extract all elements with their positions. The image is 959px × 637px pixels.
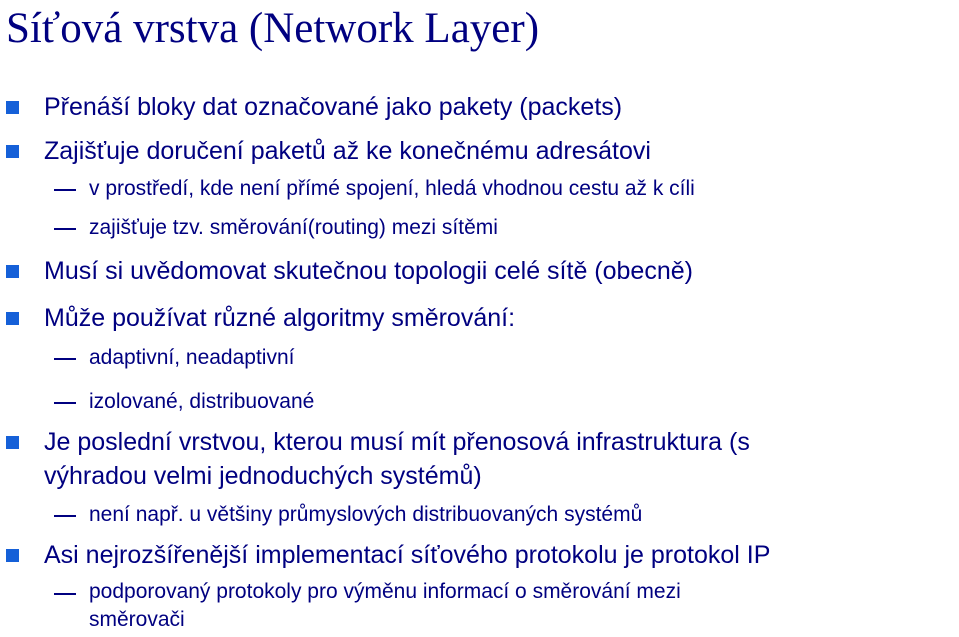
bullet-text: Přenáší bloky dat označované jako pakety (packets) [44,93,623,121]
square-bullet-icon [6,265,19,278]
dash-bullet-icon [54,189,76,191]
sub-bullet-text: není např. u většiny průmyslových distribuovaných systémů [89,503,643,526]
dash-bullet-icon [54,515,76,517]
bullet-text: Asi nejrozšířenější implementací síťového protokolu je protokol IP [44,541,771,569]
bullet-text: Musí si uvědomovat skutečnou topologii celé sítě (obecně) [44,257,693,285]
sub-bullet-text [89,578,681,634]
bullet-text [44,425,750,493]
bullet-text-line: výhradou velmi jednoduchých systémů) [44,462,482,490]
sub-bullet-text: zajišťuje tzv. směrování(routing) mezi sítěmi [89,216,498,239]
square-bullet-icon [6,145,19,158]
dash-bullet-icon [54,402,76,404]
square-bullet-icon [6,101,19,114]
square-bullet-icon [6,436,19,449]
dash-bullet-icon [54,358,76,360]
bullet-text: Zajišťuje doručení paketů až ke konečnému adresátovi [44,137,651,165]
sub-bullet-text: adaptivní, neadaptivní [89,346,295,369]
sub-bullet-text-line: podporovaný protokoly pro výměnu informací o směrování mezi [89,580,681,603]
bullet-text-line: Je poslední vrstvou, kterou musí mít přenosová infrastruktura (s [44,428,750,456]
sub-bullet-text: izolované, distribuované [89,390,315,413]
dash-bullet-icon [54,593,76,595]
sub-bullet-text: v prostředí, kde není přímé spojení, hledá vhodnou cestu až k cíli [89,177,695,200]
dash-bullet-icon [54,228,76,230]
slide-title: Síťová vrstva (Network Layer) [6,5,540,52]
bullet-text: Může používat různé algoritmy směrování: [44,304,516,332]
square-bullet-icon [6,549,19,562]
sub-bullet-text-line: směrovači [89,608,185,631]
square-bullet-icon [6,312,19,325]
